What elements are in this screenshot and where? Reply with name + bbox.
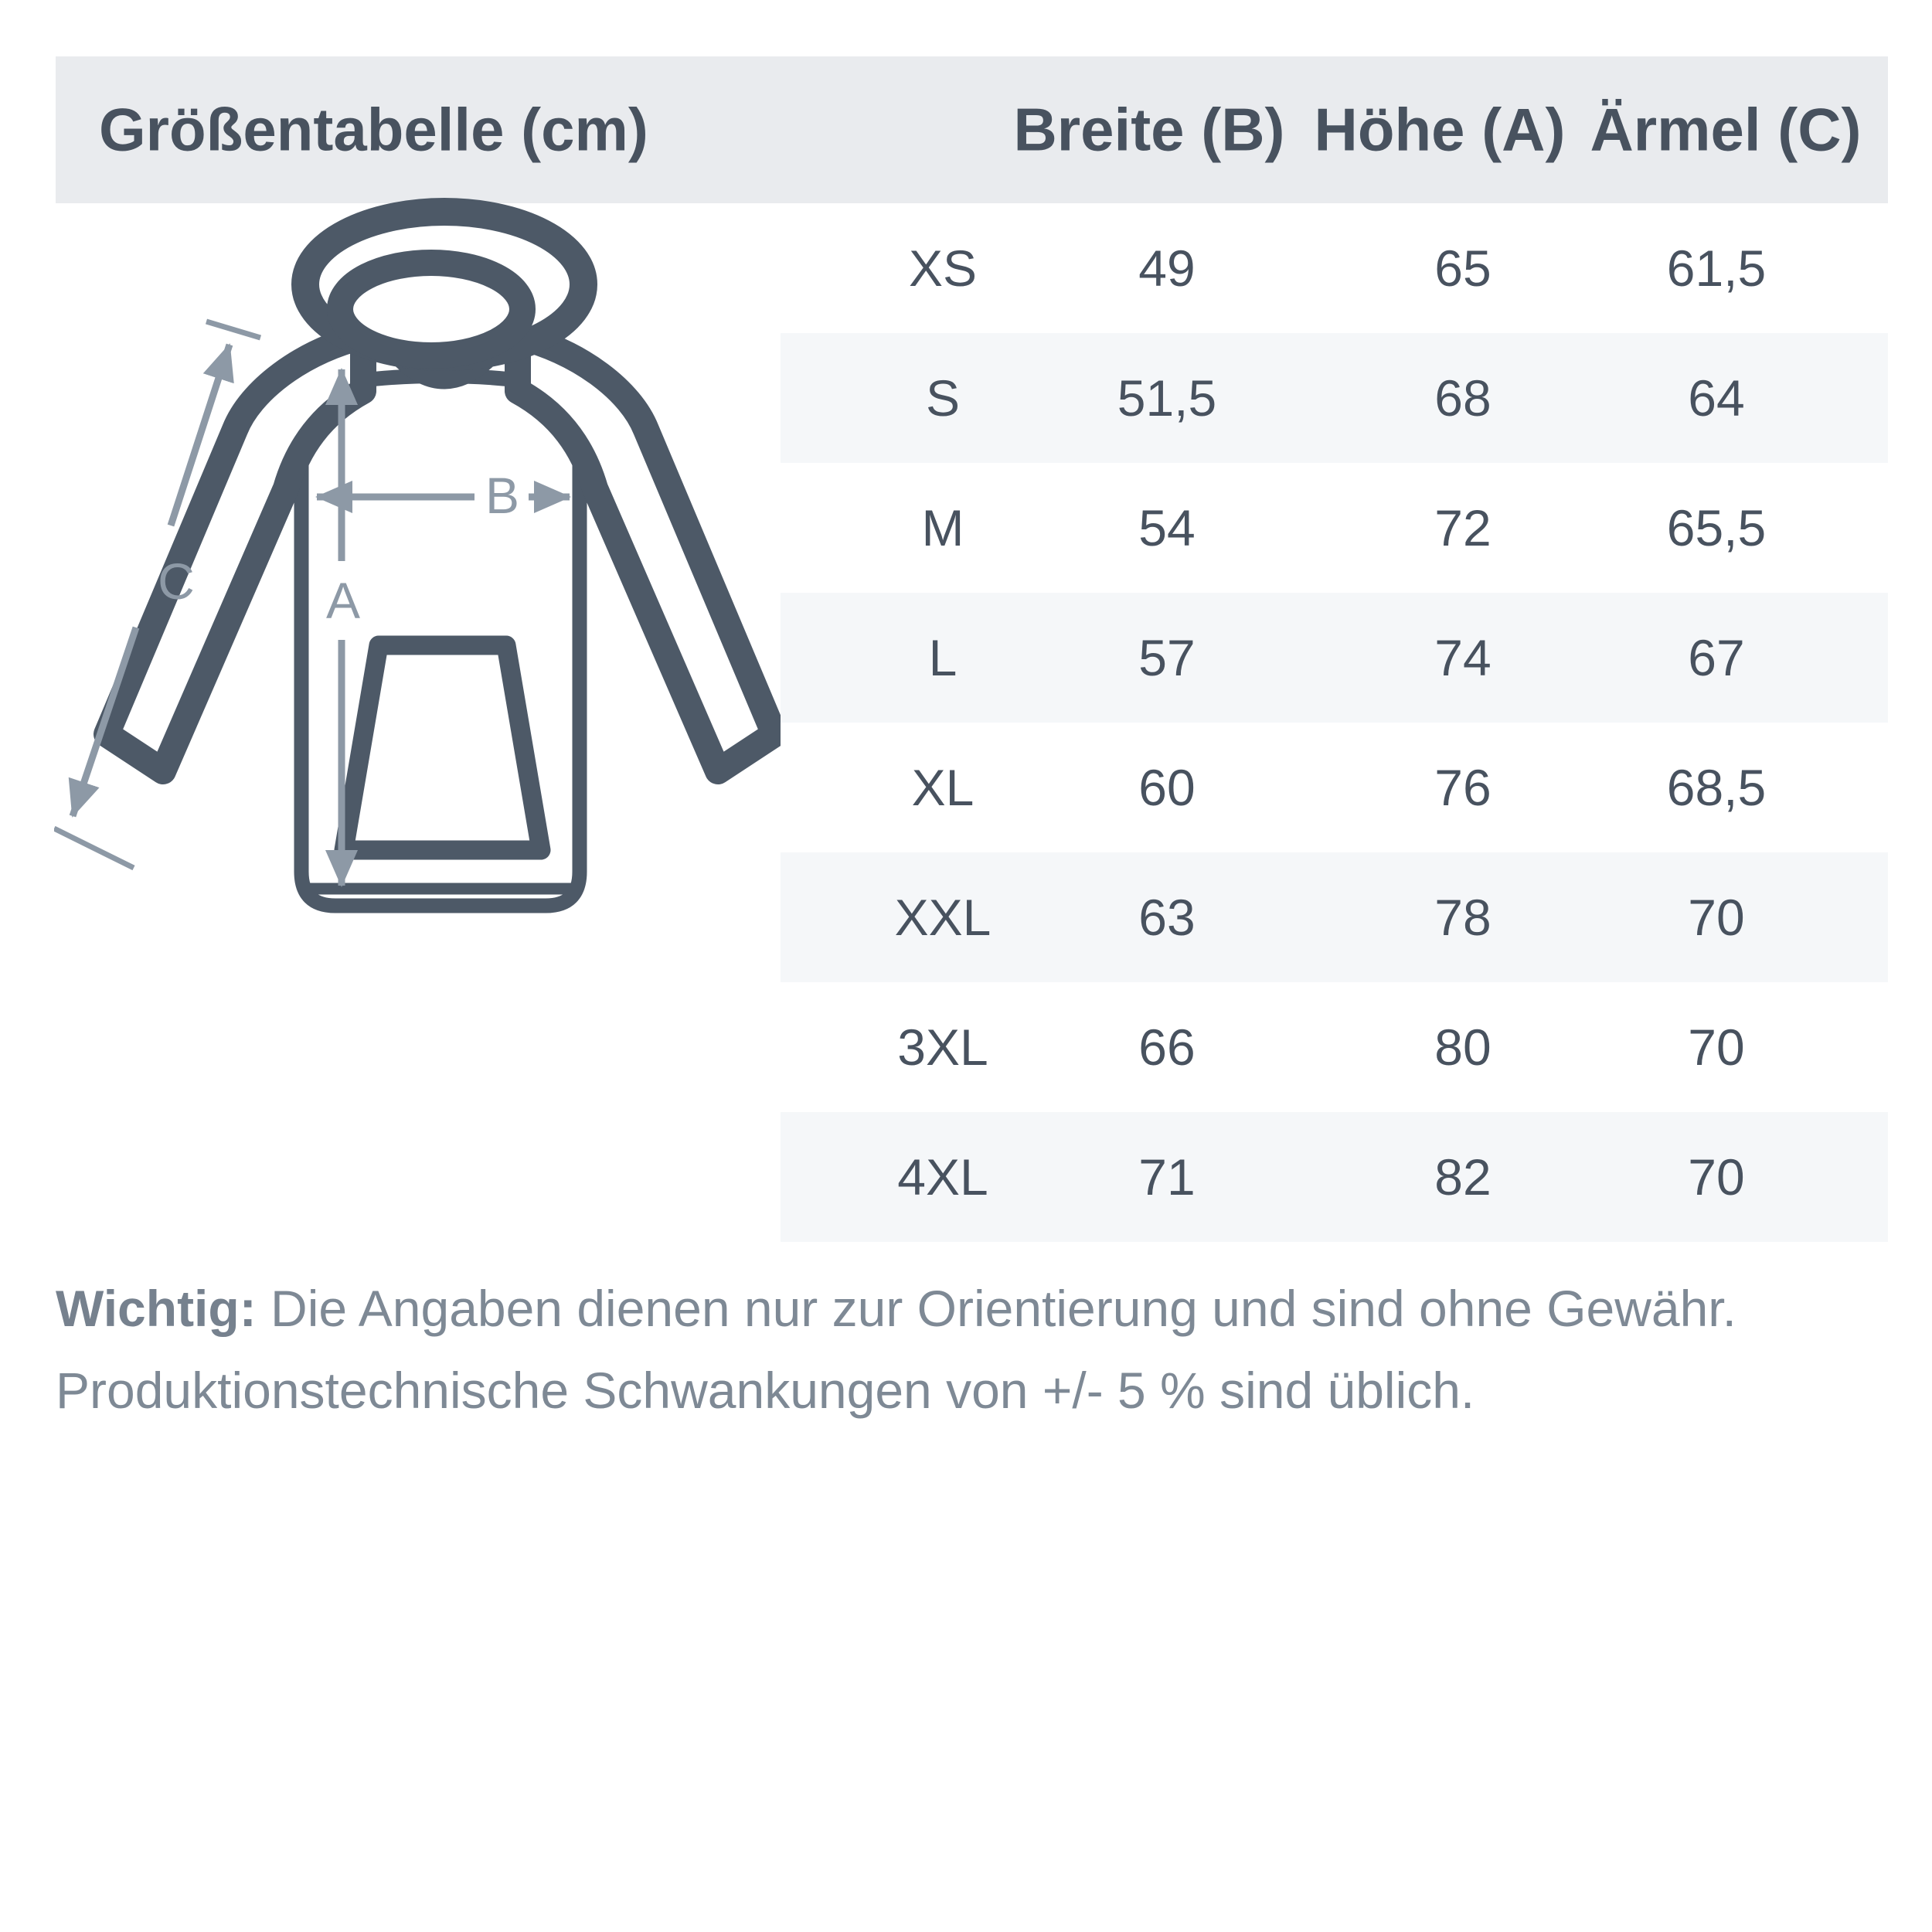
cell-hoehe: 72	[1434, 499, 1492, 556]
cell-aermel: 70	[1688, 1019, 1745, 1076]
disclaimer-text-1: Die Angaben dienen nur zur Orientierung und sind ohne Gewähr.	[270, 1280, 1736, 1337]
cell-size: XL	[911, 759, 975, 816]
cell-aermel: 61,5	[1666, 240, 1767, 297]
cell-breite: 60	[1138, 759, 1196, 816]
cell-hoehe: 82	[1434, 1148, 1492, 1206]
cell-size: L	[928, 629, 957, 686]
cell-hoehe: 65	[1434, 240, 1492, 297]
cell-hoehe: 80	[1434, 1019, 1492, 1076]
label-c: C	[158, 553, 195, 610]
cell-size: 4XL	[897, 1148, 988, 1206]
cell-breite: 49	[1138, 240, 1196, 297]
cell-hoehe: 74	[1434, 629, 1492, 686]
hoodie-measurement-diagram	[54, 193, 827, 927]
cell-breite: 66	[1138, 1019, 1196, 1076]
size-row-XS	[781, 203, 1888, 333]
cell-aermel: 67	[1688, 629, 1745, 686]
cell-hoehe: 68	[1434, 369, 1492, 427]
disclaimer-line-1	[56, 1267, 1864, 1349]
size-row-3XL	[781, 982, 1888, 1112]
cell-breite: 54	[1138, 499, 1196, 556]
size-row-4XL	[781, 1112, 1888, 1242]
cell-aermel: 70	[1688, 1148, 1745, 1206]
cell-aermel: 64	[1688, 369, 1745, 427]
disclaimer-prefix: Wichtig:	[56, 1280, 257, 1337]
column-header-aermel: Ärmel (C)	[1590, 95, 1862, 164]
size-row-L	[781, 593, 1888, 723]
hoodie-pocket	[344, 645, 541, 850]
cell-aermel: 70	[1688, 889, 1745, 946]
label-b: B	[485, 467, 520, 524]
cell-aermel: 68,5	[1666, 759, 1767, 816]
cell-breite: 51,5	[1117, 369, 1217, 427]
extension-tick-bottom	[54, 828, 134, 868]
size-row-XXL	[781, 852, 1888, 982]
column-header-breite: Breite (B)	[1013, 95, 1285, 164]
label-a: A	[325, 572, 361, 629]
cell-breite: 63	[1138, 889, 1196, 946]
page-title: Größentabelle (cm)	[99, 95, 648, 164]
cell-size: M	[921, 499, 964, 556]
size-table	[781, 203, 1888, 1242]
cell-breite: 57	[1138, 629, 1196, 686]
cell-aermel: 65,5	[1666, 499, 1767, 556]
extension-tick-top	[206, 321, 260, 338]
column-header-hoehe: Höhe (A)	[1314, 95, 1566, 164]
cell-size: XXL	[894, 889, 992, 946]
cell-hoehe: 78	[1434, 889, 1492, 946]
disclaimer-line-2: Produktionstechnische Schwankungen von +/- 5 % sind üblich.	[56, 1362, 1475, 1419]
size-row-S	[781, 333, 1888, 463]
size-row-M	[781, 463, 1888, 593]
cell-hoehe: 76	[1434, 759, 1492, 816]
disclaimer-note	[56, 1267, 1864, 1431]
cell-breite: 71	[1138, 1148, 1196, 1206]
cell-size: 3XL	[897, 1019, 988, 1076]
cell-size: S	[925, 369, 961, 427]
size-row-XL	[781, 723, 1888, 852]
cell-size: XS	[908, 240, 978, 297]
table-header-bar	[56, 56, 1888, 203]
